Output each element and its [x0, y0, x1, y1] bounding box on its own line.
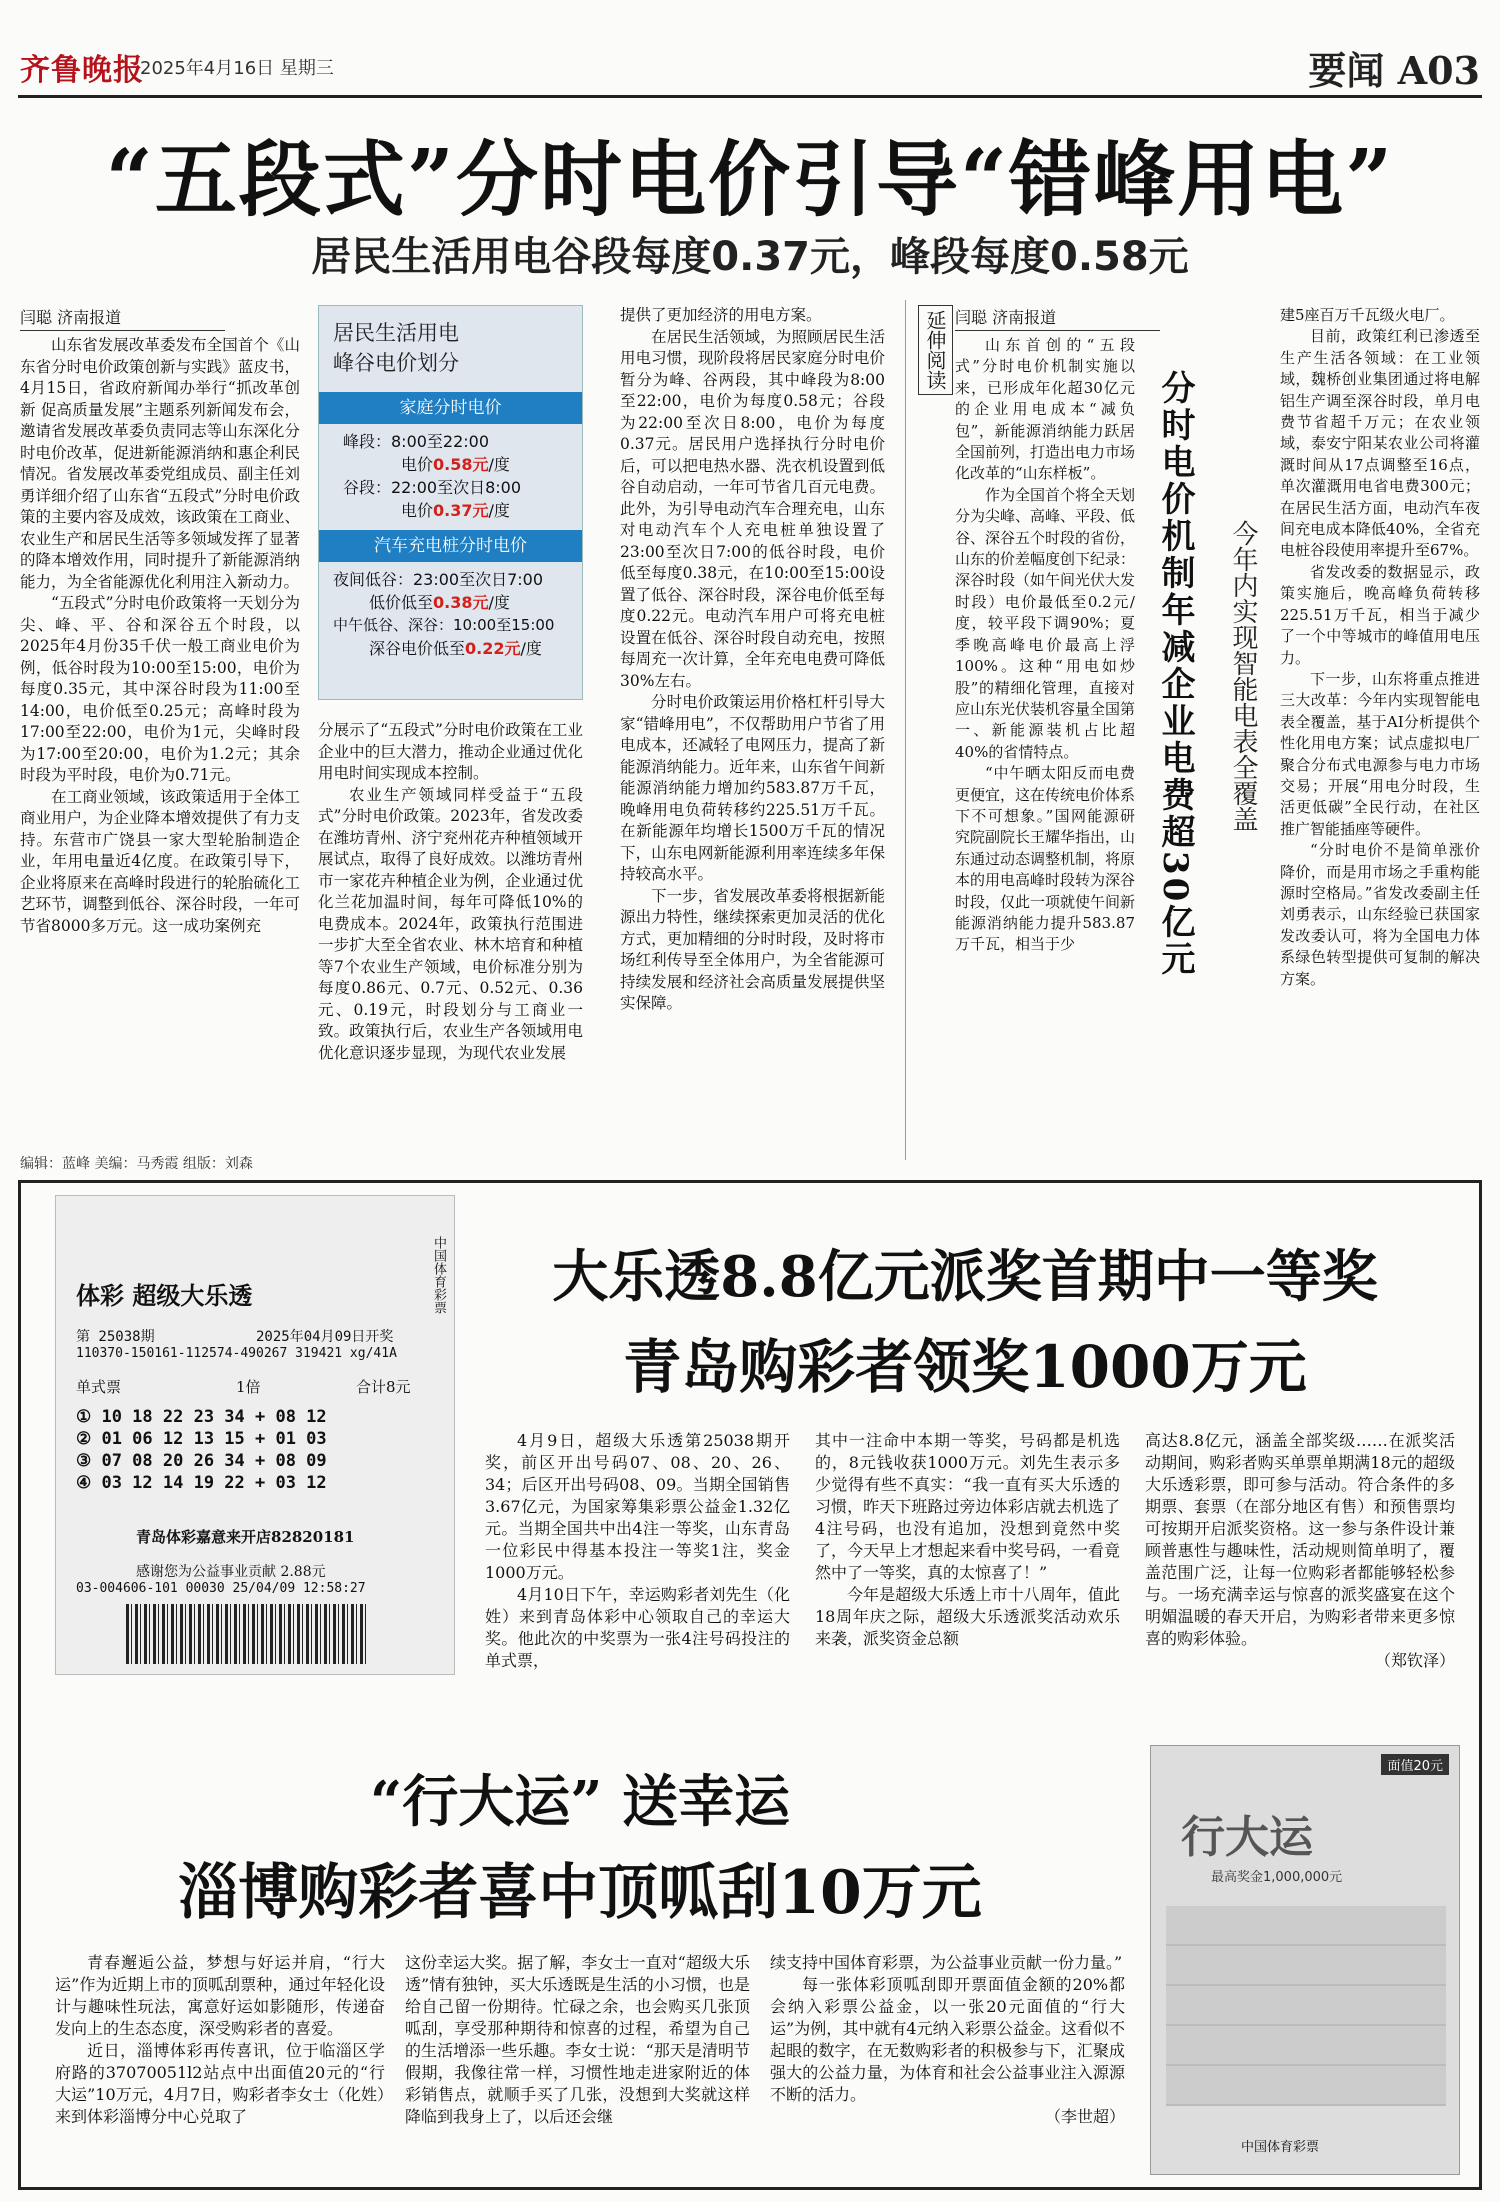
infobox-bar-ev: 汽车充电桩分时电价 — [319, 530, 582, 562]
lottery-headline: 大乐透8.8亿元派奖首期中一等奖 — [552, 1244, 1378, 1310]
paragraph: 分展示了“五段式”分时电价政策在工业企业中的巨大潜力，推动企业通过优化用电时间实现成本控制。 — [318, 721, 583, 782]
paragraph: 其中一注命中本期一等奖，号码都是机选的，8元钱收获1000万元。刘先生表示多少觉得有些不真实：“我一直有买大乐透的习惯，昨天下班路过旁边体彩店就去机选了4注号码，也没有追加，没想到竟然中奖了，今天早上才想起来看中奖号码，一看竟然中了一等奖，真的太惊喜了！” — [815, 1431, 1120, 1582]
lottery-author: （郑钦泽） — [1374, 1651, 1455, 1670]
paragraph: 农业生产领域同样受益于“五段式”分时电价政策。2023年，省发改委在潍坊青州、济宁兖州花卉种植领域开展试点，取得了良好成效。以潍坊青州市一家花卉种植企业为例，企业通过优化兰花加温时间，每年可降低10%的电费成本。2024年，政策执行范围进一步扩大至全省农业、林木培育和种植等7个农业生产领域，电价标准分别为每度0.86元、0.7元、0.52元、0.36元、0.19元，时段划分与工商业一致。政策执行后，农业生产各领域用电优化意识逐步显现，为现代农业发展 — [318, 785, 583, 1062]
infobox-bar-home: 家庭分时电价 — [319, 392, 582, 424]
price-infobox — [318, 305, 583, 700]
ext-headline: 分时电价机制年减企业电费超30亿元 — [1155, 370, 1195, 979]
ext-subheadline: 今年内实现智能电表全覆盖 — [1228, 520, 1258, 832]
scratch-column-3 — [770, 1952, 1125, 2128]
newspaper-logo: 齐鲁晚报 — [20, 53, 144, 88]
paragraph: 续支持中国体育彩票，为公益事业贡献一份力量。” — [770, 1953, 1123, 1972]
scratch-subheadline: 淄博购彩者喜中顶呱刮10万元 — [178, 1858, 982, 1928]
ticket-type: 单式票 — [76, 1378, 122, 1396]
paragraph: 每一张体彩顶呱刮即开票面值金额的20%都会纳入彩票公益金，以一张20元面值的“行大运”为例，其中就有4元纳入彩票公益金。这看似不起眼的数字，在无数购彩者的积极参与下，汇聚成强大的公益力量，为体育和社会公益事业注入源源不断的活力。 — [770, 1975, 1125, 2104]
issue-date: 2025年4月16日 星期三 — [140, 58, 334, 79]
lottery-column-3 — [1145, 1430, 1455, 1672]
paragraph: 今年是超级大乐透上市十八周年，值此18周年庆之际，超级大乐透派奖活动欢乐来袭，派奖资金总额 — [815, 1585, 1120, 1648]
paragraph: 目前，政策红利已渗透至生产生活各领域：在工业领域，魏桥创业集团通过将电解铝生产调至深谷时段，单月电费节省超千万元；在农业领域，泰安宁阳某农业公司将灌溉时间从17点调整至16点，单次灌溉用电省电费300元；在居民生活方面，电动汽车夜间充电成本降低40%，全省充电桩谷段使用率提升至67%。 — [1280, 327, 1480, 560]
paragraph: 4月9日，超级大乐透第25038期开奖，前区开出号码07、08、20、26、34；后区开出号码08、09。当期全国销售3.67亿元，为国家筹集彩票公益金1.32亿元。当期全国共中出4注一等奖，山东青岛一位彩民中得基本投注一等奖1注，奖金1000万元。 — [485, 1431, 790, 1582]
main-byline: 闫聪 济南报道 — [20, 305, 225, 331]
scratch-column-2 — [405, 1952, 750, 2128]
ticket-barcode — [126, 1604, 366, 1664]
infobox-title: 居民生活用电 峰谷电价划分 — [333, 321, 459, 375]
ticket-date: 2025年04月09日开奖 — [256, 1329, 394, 1345]
noon-valley-price: 深谷电价低至0.22元/度 — [369, 639, 542, 658]
main-column-2 — [318, 720, 583, 1064]
paragraph: 山东首创的“五段式”分时电价机制实施以来，已形成年化超30亿元的企业用电成本“减负包”，新能源消纳能力跃居全国前列，打造出电力市场化改革的“山东样板”。 — [955, 336, 1136, 483]
card-play-area — [1166, 1906, 1446, 2106]
lottery-column-2 — [815, 1430, 1120, 1650]
valley-period: 谷段：22:00至次日8:00 — [343, 478, 522, 497]
lottery-column-1 — [485, 1430, 790, 1672]
peak-price: 电价0.58元/度 — [401, 455, 510, 474]
card-price: 面值20元 — [1381, 1754, 1449, 1775]
ext-column-2 — [1280, 305, 1480, 990]
ticket-code: 110370-150161-112574-490267 319421 xg/41A — [76, 1346, 397, 1361]
paragraph: 作为全国首个将全天划分为尖峰、高峰、平段、低谷、深谷五个时段的省份，山东的价差幅度创下纪录：深谷时段（如午间光伏大发时段）电价最低至0.2元/度，较平段下调90%；夏季晚高峰电价最高上浮100%。这种“用电如炒股”的精细化管理，直接对应山东光伏装机容量全国第一、新能源装机占比超40%的省情特点。 — [955, 485, 1136, 761]
lottery-ticket-image — [55, 1195, 455, 1675]
paragraph: “五段式”分时电价政策将一天划分为尖、峰、平、谷和深谷五个时段，以2025年4月份35千伏一般工商业电价为例，低谷时段为10:00至15:00，电价为每度0.35元，其中深谷时段为11:00至14:00，电价低至0.25元；高峰时段为17:00至22:00，电价为1元，尖峰时段为17:00至20:00，电价为1.2元；其余时段为平时段，电价为0.71元。 — [20, 594, 300, 784]
extended-reading-label: 延伸阅读 — [918, 305, 953, 395]
noon-valley-period: 中午低谷、深谷：10:00至15:00 — [333, 616, 555, 634]
main-column-3 — [620, 305, 885, 1015]
scratch-card-image — [1150, 1745, 1460, 2175]
card-prize: 最高奖金1,000,000元 — [1211, 1870, 1343, 1885]
paragraph: 4月10日下午，幸运购彩者刘先生（化姓）来到青岛体彩中心领取自己的幸运大奖。他此次的中奖票为一张4注号码投注的单式票， — [485, 1585, 790, 1670]
top-rule — [18, 95, 1482, 98]
main-subheadline: 居民生活用电谷段每度0.37元，峰段每度0.58元 — [311, 234, 1189, 280]
paragraph: 分时电价政策运用价格杠杆引导大家“错峰用电”，不仅帮助用户节省了用电成本，还减轻了电网压力，提高了新能源消纳能力。近年来，山东省午间新能源消纳能力增加约583.87万千瓦，晚峰用电负荷转移约225.51万千瓦。在新能源年均增长1500万千瓦的情况下，山东电网新能源利用率连续多年保持较高水平。 — [620, 693, 885, 883]
main-column-1 — [20, 335, 300, 937]
ticket-shop: 青岛体彩嘉意来开店82820181 — [136, 1528, 355, 1546]
paragraph: 省发改委的数据显示，政策实施后，晚高峰负荷转移225.51万千瓦，相当于减少了一个中等城市的峰值用电压力。 — [1280, 562, 1480, 667]
scratch-headline: “行大运” 送幸运 — [370, 1769, 790, 1835]
ticket-total: 合计8元 — [356, 1378, 411, 1396]
ext-byline: 闫聪 济南报道 — [955, 305, 1160, 331]
column-divider — [905, 300, 906, 1160]
night-valley-price: 低价低至0.38元/度 — [369, 593, 510, 612]
paragraph: 山东省发展改革委发布全国首个《山东省分时电价政策创新与实践》蓝皮书，4月15日，省政府新闻办举行“抓改革创新 促高质量发展”主题系列新闻发布会，邀请省发展改革委负责同志等山东深化分时电价改革，促进新能源消纳和惠企利民情况。省发展改革委党组成员、副主任刘勇详细介绍了山东省“五段式”分时电价政策的主要内容及成效，该政策在工商业、农业生产和居民生活等多领域发挥了显著的降本增效作用，同时提升了新能源消纳能力，为全省能源优化利用注入新动力。 — [20, 336, 300, 591]
ticket-issue: 第 25038期 — [76, 1329, 155, 1345]
ticket-numbers: ① 10 18 22 23 34 + 08 12 ② 01 06 12 13 15 + 01 03 ③ 07 08 20 26 34 + 08 09 ④ 03 12 14 19 22 + 03 12 — [76, 1407, 327, 1493]
ext-column-1 — [955, 335, 1135, 956]
scratch-author: （李世超） — [1044, 2107, 1125, 2126]
main-headline: “五段式”分时电价引导“错峰用电” — [105, 132, 1395, 228]
night-valley-period: 夜间低谷：23:00至次日7:00 — [333, 570, 544, 589]
paragraph: 在居民生活领域，为照顾居民生活用电习惯，现阶段将居民家庭分时电价暂分为峰、谷两段，其中峰段为8:00至22:00，电价为每度0.58元；谷段为22:00至次日8:00，电价为每度0.37元。居民用户选择执行分时电价后，可以把电热水器、洗衣机设置到低谷自动启动，一年可节省几百元电费。此外，为引导电动汽车合理充电，山东对电动汽车个人充电桩单独设置了23:00至次日7:00的低谷时段，电价低至每度0.38元，在10:00至15:00设置了低谷、深谷时段，深谷电价低至每度0.22元。电动汽车用户可将充电桩设置在低谷、深谷时段自动充电，按照每周充一次计算，全年充电电费可降低30%左右。 — [620, 327, 885, 690]
paragraph: 建5座百万千瓦级火电厂。 — [1280, 306, 1455, 324]
lottery-subheadline: 青岛购彩者领奖1000万元 — [623, 1333, 1307, 1401]
scratch-column-1 — [55, 1952, 385, 2128]
ticket-brand: 体彩 超级大乐透 — [76, 1282, 253, 1310]
paragraph: 青春邂逅公益，梦想与好运并肩，“行大运”作为近期上市的顶呱刮票种，通过年轻化设计与趣味性玩法，寓意好运如影随形，传递奋发向上的生态态度，深受购彩者的喜爱。 — [55, 1953, 385, 2038]
paragraph: 下一步，山东将重点推进三大改革：今年内实现智能电表全覆盖，基于AI分析提供个性化用电方案；试点虚拟电厂聚合分布式电源参与电力市场交易；开展“用电分时段，生活更低碳”全民行动，在社区推广智能插座等硬件。 — [1280, 669, 1480, 838]
ticket-multiple: 1倍 — [236, 1378, 261, 1396]
paragraph: 在工商业领域，该政策适用于全体工商业用户，为企业降本增效提供了有力支持。东营市广饶县一家大型轮胎制造企业，年用电量近4亿度。在政策引导下，企业将原来在高峰时段进行的轮胎硫化工艺环节，调整到低谷、深谷时段，一年可节省8000多万元。这一成功案例充 — [20, 787, 300, 935]
ticket-side-text: 中国体育彩票 — [431, 1236, 446, 1314]
paragraph: 近日，淄博体彩再传喜讯，位于临淄区学府路的37070051l2站点中出面值20元的“行大运”10万元，4月7日，购彩者李女士（化姓）来到体彩淄博分中心兑取了 — [55, 2041, 385, 2126]
card-name: 行大运 — [1181, 1812, 1313, 1863]
paragraph: 下一步，省发展改革委将根据新能源出力特性，继续探索更加灵活的优化方式，更加精细的分时时段，及时将市场红利传导至全体用户，为全省能源可持续发展和经济社会高质量发展提供坚实保障。 — [620, 886, 885, 1012]
paragraph: “分时电价不是简单涨价降价，而是用市场之手重构能源时空格局。”省发改委副主任刘勇表示，山东经验已获国家发改委认可，将为全国电力体系绿色转型提供可复制的解决方案。 — [1280, 841, 1480, 988]
card-footer: 中国体育彩票 — [1241, 2140, 1320, 2155]
paragraph: 高达8.8亿元，涵盖全部奖级……在派奖活动期间，购彩者购买单票单期满18元的超级大乐透彩票，即可参与活动。符合条件的多期票、套票（在部分地区有售）和预售票均可按期开启派奖资格。这一参与条件设计兼顾普惠性与趣味性，活动规则简单明了，覆盖范围广泛，让每一位购彩者都能够轻松参与。一场充满幸运与惊喜的派奖盛宴在这个明媚温暖的春天开启，为购彩者带来更多惊喜的购彩体验。 — [1145, 1431, 1455, 1648]
valley-price: 电价0.37元/度 — [401, 501, 510, 520]
editor-credits: 编辑：蓝峰 美编：马秀霞 组版：刘森 — [20, 1156, 253, 1172]
peak-period: 峰段：8:00至22:00 — [343, 432, 490, 451]
ticket-contribution: 感谢您为公益事业贡献 2.88元 — [136, 1564, 326, 1580]
paragraph: 提供了更加经济的用电方案。 — [620, 306, 822, 324]
paragraph: 这份幸运大奖。据了解，李女士一直对“超级大乐透”情有独钟，买大乐透既是生活的小习惯，也是给自己留一份期待。忙碌之余，也会购买几张顶呱刮，享受那种期待和惊喜的过程，希望为自己的生活增添一些乐趣。李女士说：“那天是清明节假期，我像往常一样，习惯性地走进家附近的体彩销售点，就顺手买了几张，没想到大奖就这样降临到我身上了，以后还会继 — [405, 1953, 750, 2126]
ticket-serial: 03-004606-101 00030 25/04/09 12:58:27 — [76, 1581, 366, 1596]
paragraph: “中午晒太阳反而电费更便宜，这在传统电价体系下不可想象。”国网能源研究院副院长王耀华指出，山东通过动态调整机制，将原本的用电高峰时段转为深谷时段，仅此一项就使午间新能源消纳能力提升583.87万千瓦，相当于少 — [955, 764, 1136, 954]
section-label: 要闻 A03 — [1308, 48, 1480, 93]
